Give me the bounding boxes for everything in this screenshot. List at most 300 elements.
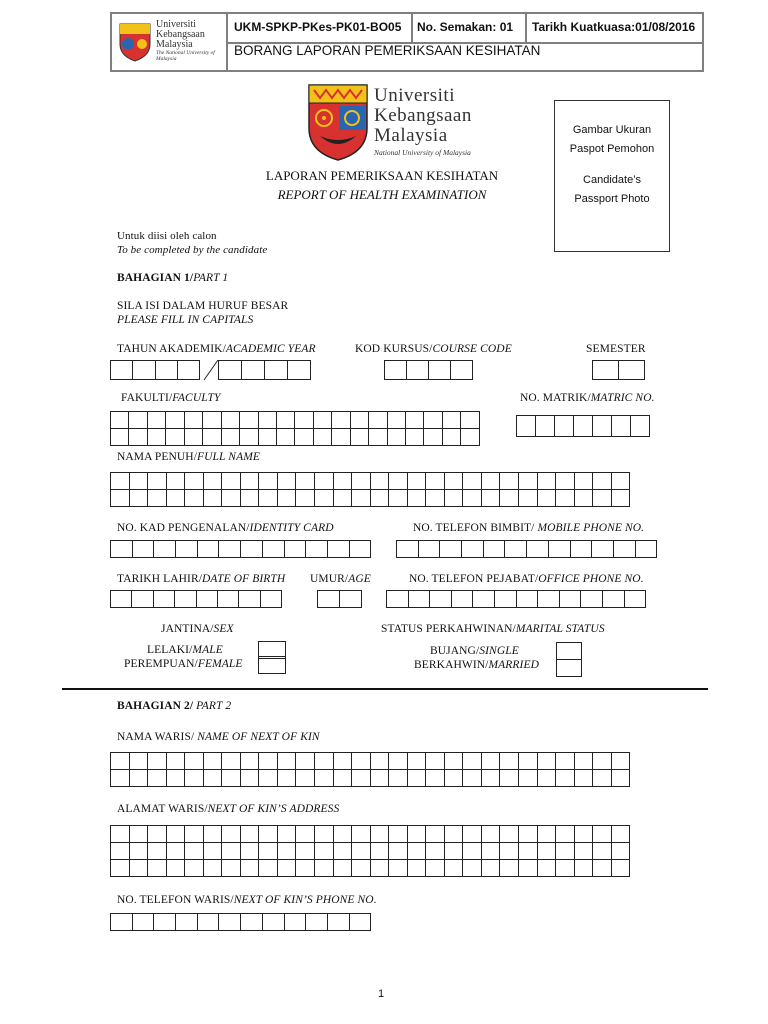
char-box[interactable]: [295, 769, 315, 787]
char-box[interactable]: [258, 769, 278, 787]
char-box[interactable]: [129, 825, 149, 843]
char-box[interactable]: [462, 859, 482, 877]
char-box[interactable]: [370, 472, 390, 490]
char-box[interactable]: [284, 913, 307, 931]
char-box[interactable]: [147, 825, 167, 843]
char-box[interactable]: [327, 913, 350, 931]
char-box[interactable]: [240, 859, 260, 877]
char-box[interactable]: [499, 859, 519, 877]
char-box[interactable]: [574, 842, 594, 860]
char-box[interactable]: [537, 472, 557, 490]
kin-address-input[interactable]: [110, 825, 629, 876]
char-box[interactable]: [555, 859, 575, 877]
char-box[interactable]: [499, 842, 519, 860]
char-box[interactable]: [472, 590, 495, 608]
char-box[interactable]: [221, 752, 241, 770]
char-box[interactable]: [635, 540, 658, 558]
char-box[interactable]: [592, 769, 612, 787]
char-box[interactable]: [239, 428, 258, 446]
char-box[interactable]: [428, 360, 451, 380]
char-box[interactable]: [184, 428, 203, 446]
char-box[interactable]: [147, 411, 166, 429]
char-box[interactable]: [203, 489, 223, 507]
char-box[interactable]: [258, 411, 277, 429]
char-box[interactable]: [537, 489, 557, 507]
char-box[interactable]: [153, 590, 175, 608]
char-box[interactable]: [537, 842, 557, 860]
char-box[interactable]: [451, 590, 474, 608]
char-box[interactable]: [295, 489, 315, 507]
char-box[interactable]: [350, 428, 369, 446]
age-input[interactable]: [317, 590, 361, 607]
char-box[interactable]: [386, 590, 409, 608]
char-box[interactable]: [349, 540, 372, 558]
char-box[interactable]: [388, 472, 408, 490]
char-box[interactable]: [407, 752, 427, 770]
char-box[interactable]: [462, 489, 482, 507]
char-box[interactable]: [128, 411, 147, 429]
char-box[interactable]: [350, 411, 369, 429]
char-box[interactable]: [184, 842, 204, 860]
char-box[interactable]: [128, 428, 147, 446]
faculty-input[interactable]: [110, 411, 479, 445]
char-box[interactable]: [110, 540, 133, 558]
char-box[interactable]: [574, 825, 594, 843]
char-box[interactable]: [450, 360, 473, 380]
char-box[interactable]: [197, 913, 220, 931]
char-box[interactable]: [439, 540, 462, 558]
char-box[interactable]: [218, 360, 242, 380]
char-box[interactable]: [277, 859, 297, 877]
char-box[interactable]: [277, 472, 297, 490]
char-box[interactable]: [368, 411, 387, 429]
char-box[interactable]: [351, 859, 371, 877]
char-box[interactable]: [129, 489, 149, 507]
char-box[interactable]: [425, 842, 445, 860]
char-box[interactable]: [462, 752, 482, 770]
char-box[interactable]: [184, 411, 203, 429]
char-box[interactable]: [504, 540, 527, 558]
char-box[interactable]: [155, 360, 178, 380]
char-box[interactable]: [591, 540, 614, 558]
char-box[interactable]: [518, 752, 538, 770]
char-box[interactable]: [333, 769, 353, 787]
char-box[interactable]: [129, 859, 149, 877]
char-box[interactable]: [592, 360, 619, 380]
char-box[interactable]: [405, 411, 424, 429]
char-box[interactable]: [351, 752, 371, 770]
char-box[interactable]: [351, 842, 371, 860]
char-box[interactable]: [494, 590, 517, 608]
char-box[interactable]: [407, 825, 427, 843]
char-box[interactable]: [129, 769, 149, 787]
char-box[interactable]: [461, 540, 484, 558]
char-box[interactable]: [184, 472, 204, 490]
char-box[interactable]: [218, 913, 241, 931]
char-box[interactable]: [518, 769, 538, 787]
char-box[interactable]: [333, 859, 353, 877]
char-box[interactable]: [314, 489, 334, 507]
course-code-input[interactable]: [384, 360, 472, 379]
char-box[interactable]: [548, 540, 571, 558]
char-box[interactable]: [331, 411, 350, 429]
char-box[interactable]: [258, 825, 278, 843]
char-box[interactable]: [147, 859, 167, 877]
char-box[interactable]: [499, 472, 519, 490]
char-box[interactable]: [239, 411, 258, 429]
char-box[interactable]: [370, 859, 390, 877]
char-box[interactable]: [481, 859, 501, 877]
char-box[interactable]: [184, 859, 204, 877]
char-box[interactable]: [526, 540, 549, 558]
char-box[interactable]: [537, 590, 560, 608]
char-box[interactable]: [535, 415, 555, 437]
char-box[interactable]: [351, 489, 371, 507]
char-box[interactable]: [423, 428, 442, 446]
char-box[interactable]: [442, 428, 461, 446]
char-box[interactable]: [351, 825, 371, 843]
char-box[interactable]: [407, 842, 427, 860]
char-box[interactable]: [110, 752, 130, 770]
char-box[interactable]: [287, 360, 311, 380]
char-box[interactable]: [147, 428, 166, 446]
char-box[interactable]: [370, 769, 390, 787]
char-box[interactable]: [370, 825, 390, 843]
char-box[interactable]: [262, 540, 285, 558]
char-box[interactable]: [611, 472, 631, 490]
char-box[interactable]: [499, 752, 519, 770]
char-box[interactable]: [611, 415, 631, 437]
char-box[interactable]: [333, 472, 353, 490]
char-box[interactable]: [592, 859, 612, 877]
char-box[interactable]: [388, 769, 408, 787]
char-box[interactable]: [499, 489, 519, 507]
char-box[interactable]: [175, 913, 198, 931]
char-box[interactable]: [295, 752, 315, 770]
char-box[interactable]: [166, 472, 186, 490]
char-box[interactable]: [387, 411, 406, 429]
char-box[interactable]: [258, 428, 277, 446]
char-box[interactable]: [184, 825, 204, 843]
char-box[interactable]: [333, 842, 353, 860]
char-box[interactable]: [166, 752, 186, 770]
char-box[interactable]: [110, 590, 132, 608]
char-box[interactable]: [499, 825, 519, 843]
char-box[interactable]: [405, 428, 424, 446]
char-box[interactable]: [388, 752, 408, 770]
char-box[interactable]: [462, 472, 482, 490]
char-box[interactable]: [221, 859, 241, 877]
char-box[interactable]: [407, 489, 427, 507]
char-box[interactable]: [166, 769, 186, 787]
char-box[interactable]: [537, 859, 557, 877]
char-box[interactable]: [166, 489, 186, 507]
char-box[interactable]: [258, 842, 278, 860]
char-box[interactable]: [418, 540, 441, 558]
char-box[interactable]: [197, 540, 220, 558]
char-box[interactable]: [241, 360, 265, 380]
char-box[interactable]: [147, 472, 167, 490]
char-box[interactable]: [129, 842, 149, 860]
char-box[interactable]: [460, 411, 479, 429]
academic-year-end-input[interactable]: [218, 360, 310, 379]
char-box[interactable]: [277, 842, 297, 860]
char-box[interactable]: [555, 752, 575, 770]
char-box[interactable]: [518, 489, 538, 507]
char-box[interactable]: [444, 859, 464, 877]
char-box[interactable]: [147, 769, 167, 787]
mobile-phone-input[interactable]: [396, 540, 656, 557]
char-box[interactable]: [613, 540, 636, 558]
char-box[interactable]: [110, 428, 129, 446]
char-box[interactable]: [196, 590, 218, 608]
char-box[interactable]: [481, 842, 501, 860]
char-box[interactable]: [602, 590, 625, 608]
char-box[interactable]: [221, 769, 241, 787]
char-box[interactable]: [425, 859, 445, 877]
char-box[interactable]: [333, 825, 353, 843]
char-box[interactable]: [425, 825, 445, 843]
char-box[interactable]: [481, 472, 501, 490]
char-box[interactable]: [331, 428, 350, 446]
char-box[interactable]: [221, 411, 240, 429]
char-box[interactable]: [425, 472, 445, 490]
char-box[interactable]: [483, 540, 506, 558]
char-box[interactable]: [174, 590, 196, 608]
char-box[interactable]: [518, 472, 538, 490]
char-box[interactable]: [277, 489, 297, 507]
char-box[interactable]: [462, 769, 482, 787]
char-box[interactable]: [203, 842, 223, 860]
char-box[interactable]: [351, 472, 371, 490]
char-box[interactable]: [166, 842, 186, 860]
char-box[interactable]: [258, 859, 278, 877]
char-box[interactable]: [518, 825, 538, 843]
char-box[interactable]: [221, 428, 240, 446]
char-box[interactable]: [349, 913, 372, 931]
char-box[interactable]: [481, 825, 501, 843]
char-box[interactable]: [258, 752, 278, 770]
char-box[interactable]: [425, 752, 445, 770]
char-box[interactable]: [580, 590, 603, 608]
char-box[interactable]: [423, 411, 442, 429]
female-checkbox[interactable]: [258, 656, 286, 674]
char-box[interactable]: [177, 360, 200, 380]
char-box[interactable]: [444, 842, 464, 860]
char-box[interactable]: [592, 415, 612, 437]
char-box[interactable]: [555, 769, 575, 787]
char-box[interactable]: [147, 752, 167, 770]
char-box[interactable]: [351, 769, 371, 787]
char-box[interactable]: [217, 590, 239, 608]
char-box[interactable]: [277, 752, 297, 770]
char-box[interactable]: [221, 825, 241, 843]
char-box[interactable]: [203, 752, 223, 770]
char-box[interactable]: [460, 428, 479, 446]
char-box[interactable]: [611, 489, 631, 507]
char-box[interactable]: [203, 472, 223, 490]
char-box[interactable]: [277, 825, 297, 843]
char-box[interactable]: [592, 825, 612, 843]
char-box[interactable]: [305, 913, 328, 931]
char-box[interactable]: [425, 769, 445, 787]
char-box[interactable]: [592, 472, 612, 490]
char-box[interactable]: [333, 752, 353, 770]
char-box[interactable]: [110, 411, 129, 429]
char-box[interactable]: [481, 769, 501, 787]
char-box[interactable]: [537, 825, 557, 843]
char-box[interactable]: [388, 859, 408, 877]
char-box[interactable]: [574, 859, 594, 877]
char-box[interactable]: [184, 769, 204, 787]
char-box[interactable]: [132, 913, 155, 931]
char-box[interactable]: [555, 842, 575, 860]
char-box[interactable]: [388, 842, 408, 860]
char-box[interactable]: [184, 489, 204, 507]
char-box[interactable]: [110, 913, 133, 931]
char-box[interactable]: [339, 590, 362, 608]
char-box[interactable]: [129, 472, 149, 490]
char-box[interactable]: [294, 411, 313, 429]
char-box[interactable]: [202, 428, 221, 446]
char-box[interactable]: [333, 489, 353, 507]
char-box[interactable]: [258, 489, 278, 507]
char-box[interactable]: [611, 769, 631, 787]
char-box[interactable]: [574, 489, 594, 507]
char-box[interactable]: [202, 411, 221, 429]
char-box[interactable]: [516, 590, 539, 608]
char-box[interactable]: [499, 769, 519, 787]
char-box[interactable]: [462, 842, 482, 860]
char-box[interactable]: [425, 489, 445, 507]
char-box[interactable]: [481, 489, 501, 507]
char-box[interactable]: [276, 411, 295, 429]
char-box[interactable]: [408, 590, 431, 608]
char-box[interactable]: [276, 428, 295, 446]
char-box[interactable]: [295, 859, 315, 877]
char-box[interactable]: [592, 842, 612, 860]
identity-card-input[interactable]: [110, 540, 370, 557]
char-box[interactable]: [368, 428, 387, 446]
char-box[interactable]: [295, 842, 315, 860]
char-box[interactable]: [240, 842, 260, 860]
char-box[interactable]: [240, 489, 260, 507]
char-box[interactable]: [444, 489, 464, 507]
char-box[interactable]: [407, 859, 427, 877]
char-box[interactable]: [240, 825, 260, 843]
char-box[interactable]: [444, 769, 464, 787]
char-box[interactable]: [592, 489, 612, 507]
char-box[interactable]: [555, 825, 575, 843]
char-box[interactable]: [554, 415, 574, 437]
char-box[interactable]: [555, 489, 575, 507]
char-box[interactable]: [260, 590, 282, 608]
char-box[interactable]: [384, 360, 407, 380]
char-box[interactable]: [442, 411, 461, 429]
char-box[interactable]: [240, 913, 263, 931]
char-box[interactable]: [429, 590, 452, 608]
char-box[interactable]: [184, 752, 204, 770]
single-checkbox[interactable]: [556, 642, 582, 660]
matric-no-input[interactable]: [516, 415, 649, 436]
char-box[interactable]: [110, 489, 130, 507]
char-box[interactable]: [110, 472, 130, 490]
academic-year-start-input[interactable]: [110, 360, 199, 379]
char-box[interactable]: [314, 769, 334, 787]
char-box[interactable]: [147, 489, 167, 507]
char-box[interactable]: [314, 859, 334, 877]
char-box[interactable]: [110, 360, 133, 380]
char-box[interactable]: [240, 540, 263, 558]
char-box[interactable]: [110, 769, 130, 787]
char-box[interactable]: [258, 472, 278, 490]
char-box[interactable]: [618, 360, 645, 380]
char-box[interactable]: [592, 752, 612, 770]
char-box[interactable]: [624, 590, 647, 608]
char-box[interactable]: [388, 489, 408, 507]
char-box[interactable]: [370, 489, 390, 507]
char-box[interactable]: [407, 769, 427, 787]
char-box[interactable]: [264, 360, 288, 380]
char-box[interactable]: [314, 825, 334, 843]
char-box[interactable]: [240, 752, 260, 770]
char-box[interactable]: [444, 752, 464, 770]
char-box[interactable]: [518, 842, 538, 860]
char-box[interactable]: [327, 540, 350, 558]
char-box[interactable]: [611, 825, 631, 843]
char-box[interactable]: [406, 360, 429, 380]
char-box[interactable]: [203, 769, 223, 787]
char-box[interactable]: [240, 769, 260, 787]
char-box[interactable]: [387, 428, 406, 446]
char-box[interactable]: [166, 825, 186, 843]
char-box[interactable]: [165, 411, 184, 429]
passport-photo-box[interactable]: [554, 100, 670, 252]
char-box[interactable]: [240, 472, 260, 490]
char-box[interactable]: [110, 825, 130, 843]
full-name-input[interactable]: [110, 472, 629, 506]
char-box[interactable]: [221, 842, 241, 860]
char-box[interactable]: [203, 859, 223, 877]
char-box[interactable]: [221, 489, 241, 507]
char-box[interactable]: [574, 472, 594, 490]
char-box[interactable]: [295, 825, 315, 843]
char-box[interactable]: [396, 540, 419, 558]
next-of-kin-input[interactable]: [110, 752, 629, 786]
char-box[interactable]: [574, 752, 594, 770]
char-box[interactable]: [153, 540, 176, 558]
char-box[interactable]: [110, 842, 130, 860]
office-phone-input[interactable]: [386, 590, 645, 607]
char-box[interactable]: [314, 752, 334, 770]
char-box[interactable]: [314, 472, 334, 490]
char-box[interactable]: [284, 540, 307, 558]
char-box[interactable]: [388, 825, 408, 843]
char-box[interactable]: [203, 825, 223, 843]
married-checkbox[interactable]: [556, 659, 582, 677]
char-box[interactable]: [175, 540, 198, 558]
char-box[interactable]: [166, 859, 186, 877]
semester-input[interactable]: [592, 360, 644, 379]
char-box[interactable]: [574, 769, 594, 787]
char-box[interactable]: [238, 590, 260, 608]
char-box[interactable]: [221, 472, 241, 490]
char-box[interactable]: [573, 415, 593, 437]
char-box[interactable]: [611, 859, 631, 877]
char-box[interactable]: [165, 428, 184, 446]
char-box[interactable]: [555, 472, 575, 490]
char-box[interactable]: [611, 842, 631, 860]
